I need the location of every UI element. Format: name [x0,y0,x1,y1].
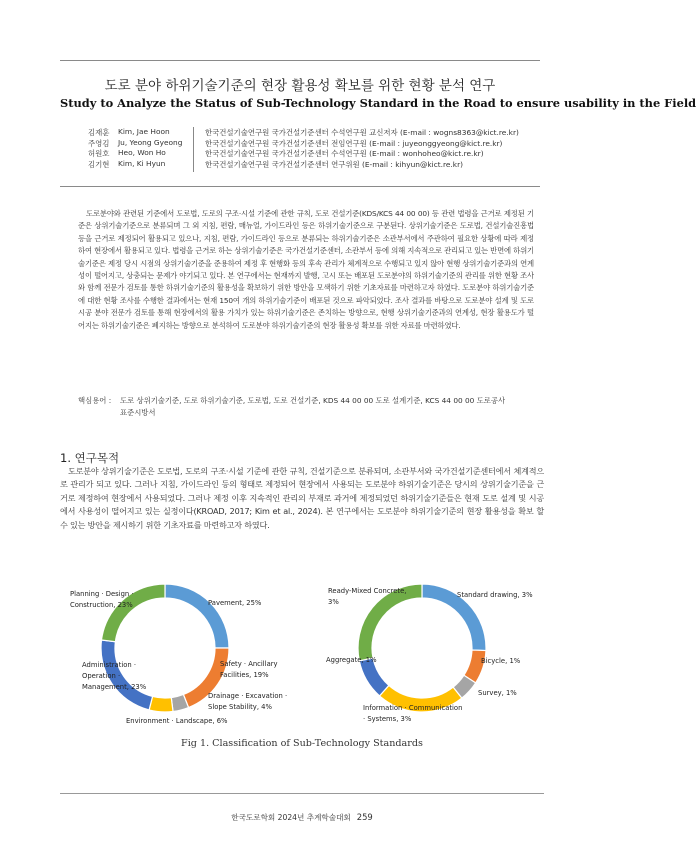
author-name-korean: 김재훈 [88,128,110,137]
donut-slice [165,584,229,648]
author-affiliation: 한국건설기술연구원 국가건설기준센터 수석연구원 교신저자 (E-mail : wogns8363@kict.re.kr) [205,128,519,137]
paper-title-english: Study to Analyze the Status of Sub-Technology Standard in the Road to ensure usability in the Field [60,96,696,110]
author-row [88,138,548,149]
slice-label-line: Slope Stability, 4% [208,703,272,711]
paper-title-korean: 도로 분야 하위기술기준의 현장 활용성 확보를 위한 현황 분석 연구 [104,78,496,94]
slice-label [82,661,147,691]
slice-label [478,689,517,697]
slice-label [126,717,228,725]
footer-conference: 한국도로학회 2024년 추계학술대회 [231,813,351,822]
slice-label [208,599,262,607]
author-name-korean: 허원호 [88,149,110,158]
slice-label [208,692,287,711]
slice-label-line: Facilities, 19% [220,671,269,679]
slice-label-line: Environment · Landscape, 6% [126,717,228,725]
author-name-english: Kim, Jae Hoon [118,127,170,136]
slice-label-line: Information · Communication [363,704,463,712]
slice-label-line: Survey, 1% [478,689,517,697]
slice-label [363,704,462,723]
slice-label-line: Operation · [82,672,121,680]
author-affiliation: 한국건설기술연구원 국가건설기준센터 연구위원 (E-mail : kihyun@kict.re.kr) [205,159,463,169]
slice-label-line: Aggregate, 1% [326,656,377,664]
slice-label [457,591,533,599]
slice-label-line: 3% [328,598,339,606]
slice-label-line: · Systems, 3% [363,715,412,723]
slice-label-line: Planning · Design · [70,590,134,598]
donut-slice [358,584,422,661]
author-affiliation: 한국건설기술연구원 국가건설기준센터 전임연구원 (E-mail : juyeonggyeong@kict.re.kr) [205,138,503,148]
slice-label [326,656,377,664]
keywords-label: 핵심용어 : [78,396,112,405]
slice-label-line: Administration · [82,661,137,669]
donut-slice [149,696,173,712]
page-footer [60,812,544,823]
author-divider [193,127,194,172]
slice-label-line: Standard drawing, 3% [457,591,533,599]
author-name-english: Heo, Won Ho [118,148,166,157]
section-heading: 1. 연구목적 [60,451,120,465]
keywords-text: 도로 상위기술기준, 도로 하위기술기준, 도로법, 도로 건설기준, KDS 44 00 00 도로 설계기준, KCS 44 00 00 도로공사 [120,396,506,405]
author-row [88,127,548,138]
author-name-english: Ju, Yeong Gyeong [118,137,183,147]
author-name-korean: 주영김 [88,138,110,148]
slice-label-line: Drainage · Excavation · [208,692,288,700]
donut-charts [60,560,544,732]
author-name-korean: 김기현 [88,159,110,169]
author-row [88,148,548,159]
author-name-english: Kim, Ki Hyun [118,158,166,168]
abstract: 도로분야와 관련된 기준에서 도로법, 도로의 구조·시설 기준에 관한 규칙, 도로 건설기준(KDS/KCS 44 00 00) 등 관련 법령을 근거로 제정된 기준은 상위기술기준으로 분류되며 그 외 지침, 편람, 매뉴얼, 가이드라인 등은 하위기술기준으로 구분된다. 상위기술기준은 도로법, 건설기술진흥법 등을 근거로 제정되어 활용되고 있으나, 지침, 편람, 가이드라인 등으로 분류되는 하위기술기준은 소관부서에서 주관하여 필요한 상황에 따라 제정하여 현장에서 활용되고 있다. 법령을 근거로 하는 상위기술기준은 국가건설기준센터, 소관부서 등에 의해 지속적으로 관리되고 있는 반면에 하위기술기준은 제정 당시 시점의 상위기술기준을 준용하여 제정 후 현행화 등의 후속 관리가 체계적으로 수행되고 있지 않아 현행 상위기술기준과의 연계성이 떨어지고, 상충되는 문제가 야기되고 있다. 본 연구에서는 현재까지 발행, 고시 또는 배포된 도로분야의 하위기술기준의 관리를 위한 현황 조사와 함께 전문가 검토를 통한 하위기술기준의 활용성을 확보하기 위한 방안을 모색하기 위한 기초자료를 마련하고자 하였다. 도로분야 하위기술기준에 대한 현황 조사를 수행한 결과에서는 현재 150여 개의 하위기술기준이 배포된 것으로 파악되었다. 조사 결과를 바탕으로 도로분야 설계 및 도로 시공 분야 전문가 검토를 통해 현장에서의 활용 가치가 있는 하위기술기준은 존치하는 방향으로, 현행 상위기술기준과의 연계성, 현장 활용도가 떨어지는 하위기술기준은 폐지하는 방향으로 분석하여 도로분야 하위기술기준의 현장 활용성 확보를 위한 자료를 마련하였다. [78,209,534,330]
slice-label-line: Construction, 23% [70,601,133,609]
page-number: 259 [356,812,373,822]
keywords [78,395,534,420]
keywords-text-continued: 표준시방서 [120,408,156,418]
section-body: 도로분야 상위기술기준은 도로법, 도로의 구조·시설 기준에 관한 규칙, 건설기준으로 분류되며, 소관부서와 국가건설기준센터에서 체계적으로 관리가 되고 있다. 그러나 지침, 가이드라인 등의 형태로 제정되어 현장에서 사용되는 도로분야 하위기술기준은 당시의 상위기술기준을 근거로 제정하여 현장에서 사용되었다. 그러나 제정 이후 지속적인 관리의 부재로 과거에 제정되었던 하위기술기준들은 현재 도로 설계 및 시공에서 사용성이 떨어지고 있는 실정이다(KROAD, 2017; Kim et al., 2024). 본 연구에서는 도로분야 하위기술기준의 현장 활용성을 확보 할 수 있는 방안을 제시하기 위한 기초자료를 마련하고자 하였다. [60,466,544,530]
slice-label-line: Bicycle, 1% [481,657,521,665]
slice-label-line: Pavement, 25% [208,599,262,607]
figure-caption: Fig 1. Classification of Sub-Technology Standards [181,738,423,749]
slice-label [220,660,278,679]
author-row [88,159,548,170]
author-list [88,127,548,169]
footer-divider [60,793,544,794]
slice-label-line: Management, 23% [82,683,147,691]
slice-label-line: Safety · Ancillary [220,660,278,668]
slice-label [481,657,521,665]
slice-label-line: Ready-Mixed Concrete, [328,587,407,595]
author-affiliation: 한국건설기술연구원 국가건설기준센터 수석연구원 (E-mail : wonhoheo@kict.re.kr) [205,149,484,158]
figure [60,560,544,732]
